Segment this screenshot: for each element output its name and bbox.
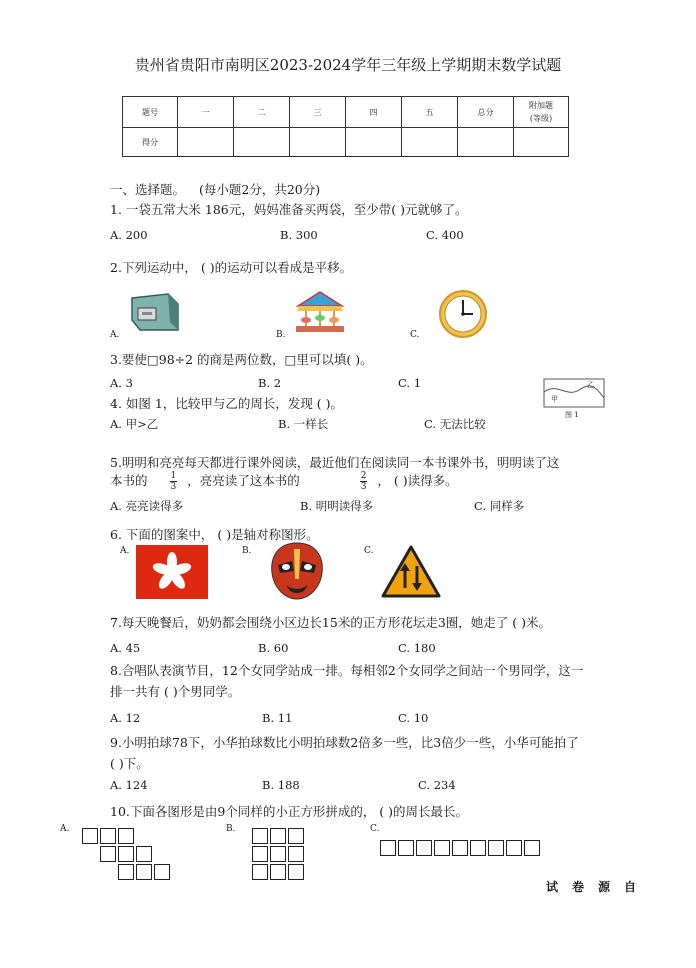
grid-square xyxy=(452,840,468,856)
figure-1-label-yi: 乙 xyxy=(587,381,594,389)
q8-option-c[interactable]: C. 10 xyxy=(398,711,429,725)
score-cell[interactable] xyxy=(290,128,346,157)
q6-option-b[interactable]: B. xyxy=(242,546,252,556)
grid-square xyxy=(416,840,432,856)
q10-option-a[interactable]: A. xyxy=(60,824,70,834)
grid-square xyxy=(252,828,268,844)
fraction-one-third xyxy=(170,471,178,492)
q5-text-a: 本书的 xyxy=(110,473,148,488)
grid-square xyxy=(154,864,170,880)
grid-square xyxy=(270,846,286,862)
page-title: 贵州省贵阳市南明区2023-2024学年三年级上学期期末数学试题 xyxy=(134,56,562,74)
question-5-line1: 5.明明和亮亮每天都进行课外阅读，最近他们在阅读同一本书课外书，明明读了这 xyxy=(110,455,560,470)
figure-1-caption: 图 1 xyxy=(565,411,579,419)
question-6: 6. 下面的图案中， ( )是轴对称图形。 xyxy=(110,527,319,542)
fraction-numerator: 2 xyxy=(360,471,367,481)
score-cell[interactable] xyxy=(234,128,290,157)
question-1: 1. 一袋五常大米 186元，妈妈准备买两袋，至少带( )元就够了。 xyxy=(110,202,468,217)
q1-option-c[interactable]: C. 400 xyxy=(426,228,464,242)
question-3: 3.要使□98÷2 的商是两位数，□里可以填( )。 xyxy=(110,352,373,367)
grid-square xyxy=(118,828,134,844)
question-10: 10.下面各图形是由9个同样的小正方形拼成的， ( )的周长最长。 xyxy=(110,804,469,819)
q1-option-a[interactable]: A. 200 xyxy=(110,228,148,242)
q2-option-c[interactable]: C. xyxy=(410,330,420,340)
q4-option-c[interactable]: C. 无法比较 xyxy=(424,417,486,431)
clock-icon xyxy=(435,289,491,339)
grid-square xyxy=(288,846,304,862)
q9-option-c[interactable]: C. 234 xyxy=(418,778,456,792)
section-title: 一、选择题。 xyxy=(110,182,186,197)
q6-option-c[interactable]: C. xyxy=(364,546,374,556)
grid-square xyxy=(118,864,134,880)
grid-square xyxy=(434,840,450,856)
opera-mask-icon xyxy=(268,541,326,601)
warning-sign-icon xyxy=(380,544,442,600)
grid-square xyxy=(82,828,98,844)
grid-square xyxy=(100,846,116,862)
fraction-numerator: 1 xyxy=(170,471,177,481)
q5-option-c[interactable]: C. 同样多 xyxy=(474,499,525,513)
grid-square xyxy=(270,828,286,844)
table-header-cell: 五 xyxy=(402,97,458,128)
q10-option-b[interactable]: B. xyxy=(226,824,236,834)
drawer-icon xyxy=(126,290,182,336)
grid-square xyxy=(488,840,504,856)
table-header-cell: 题号 xyxy=(123,97,178,128)
score-cell[interactable] xyxy=(346,128,402,157)
question-9-line1: 9.小明拍球78下，小华拍球数比小明拍球数2倍多一些，比3倍少一些，小华可能拍了 xyxy=(110,735,579,750)
grade-label: (等级) xyxy=(529,114,553,123)
q5-option-b[interactable]: B. 明明读得多 xyxy=(300,499,374,513)
table-header-cell: 二 xyxy=(234,97,290,128)
q2-option-b[interactable]: B. xyxy=(276,330,286,340)
table-header-cell: 一 xyxy=(178,97,234,128)
q6-option-a[interactable]: A. xyxy=(120,546,130,556)
grid-square xyxy=(288,828,304,844)
section-note: (每小题2分，共20分) xyxy=(199,182,321,197)
score-cell[interactable] xyxy=(514,128,569,157)
grid-square xyxy=(252,846,268,862)
score-cell[interactable] xyxy=(458,128,514,157)
question-4: 4. 如图 1，比较甲与乙的周长，发现 ( )。 xyxy=(110,396,344,411)
q5-text-c: ， ( )读得多。 xyxy=(377,473,458,488)
question-8-line1: 8.合唱队表演节目，12个女同学站成一排。每相邻2个女同学之间站一个男同学，这一 xyxy=(110,663,584,678)
score-cell[interactable] xyxy=(402,128,458,157)
question-7: 7.每天晚餐后，奶奶都会围绕小区边长15米的正方形花坛走3圈，她走了 ( )米。 xyxy=(110,615,551,630)
figure-1-label-jia: 甲 xyxy=(551,395,558,403)
grid-square xyxy=(380,840,396,856)
fraction-two-thirds xyxy=(360,471,368,492)
extra-question-label: 附加题 xyxy=(529,101,553,110)
question-5-line2 xyxy=(110,471,458,492)
q7-option-b[interactable]: B. 60 xyxy=(258,641,289,655)
q7-option-c[interactable]: C. 180 xyxy=(398,641,436,655)
q2-option-a[interactable]: A. xyxy=(110,330,120,340)
fraction-denominator: 3 xyxy=(170,482,177,492)
question-2: 2.下列运动中， ( )的运动可以看成是平移。 xyxy=(110,260,353,275)
score-row-label: 得分 xyxy=(123,128,178,157)
fraction-denominator: 3 xyxy=(360,482,367,492)
footer-source: 试卷源自 xyxy=(546,880,651,894)
question-8-line2: 排一共有 ( )个男同学。 xyxy=(110,684,241,699)
q7-option-a[interactable]: A. 45 xyxy=(110,641,141,655)
grid-square xyxy=(118,846,134,862)
q3-option-a[interactable]: A. 3 xyxy=(110,376,133,390)
q3-option-b[interactable]: B. 2 xyxy=(258,376,282,390)
grid-square xyxy=(470,840,486,856)
hong-kong-flag-icon xyxy=(136,545,208,599)
q4-option-b[interactable]: B. 一样长 xyxy=(278,417,329,431)
q5-option-a[interactable]: A. 亮亮读得多 xyxy=(110,499,184,513)
grid-square xyxy=(100,828,116,844)
grid-square xyxy=(398,840,414,856)
table-header-cell: 三 xyxy=(290,97,346,128)
q5-text-b: ，亮亮读了这本书的 xyxy=(187,473,300,488)
grid-square xyxy=(506,840,522,856)
carousel-icon xyxy=(292,288,348,336)
grid-square xyxy=(288,864,304,880)
grid-square xyxy=(252,864,268,880)
score-table xyxy=(122,96,569,157)
table-header-cell: 四 xyxy=(346,97,402,128)
q1-option-b[interactable]: B. 300 xyxy=(280,228,318,242)
q8-option-a[interactable]: A. 12 xyxy=(110,711,141,725)
grid-square xyxy=(136,846,152,862)
grid-square xyxy=(136,864,152,880)
q3-option-c[interactable]: C. 1 xyxy=(398,376,422,390)
table-header-cell: 总分 xyxy=(458,97,514,128)
grid-square xyxy=(270,864,286,880)
figure-1 xyxy=(543,378,605,420)
table-header-cell xyxy=(514,97,569,128)
q9-option-b[interactable]: B. 188 xyxy=(262,778,300,792)
section-heading xyxy=(110,180,320,198)
q10-option-c[interactable]: C. xyxy=(370,824,380,834)
q8-option-b[interactable]: B. 11 xyxy=(262,711,293,725)
q4-option-a[interactable]: A. 甲>乙 xyxy=(110,417,159,431)
grid-square xyxy=(524,840,540,856)
q9-option-a[interactable]: A. 124 xyxy=(110,778,148,792)
question-9-line2: ( )下。 xyxy=(110,756,149,771)
score-cell[interactable] xyxy=(178,128,234,157)
